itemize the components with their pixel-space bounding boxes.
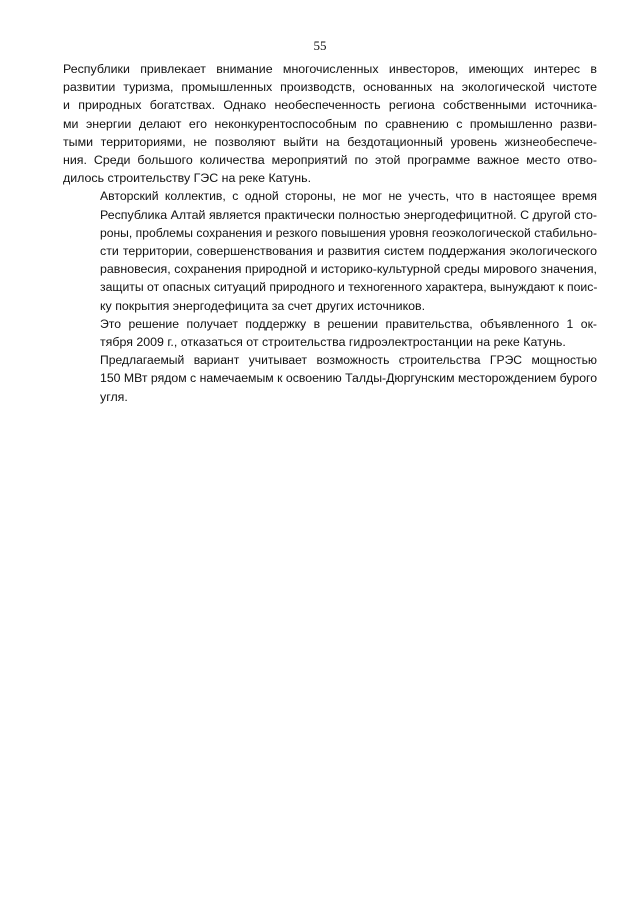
text-line: Республика Алтай является практически полностью энергодефицитной. С другой сто- — [100, 207, 597, 222]
body-text — [63, 60, 597, 406]
text-line: угля. — [100, 389, 128, 404]
text-line: сти территории, совершенствования и развития систем поддержания экологического — [100, 244, 597, 259]
text-line: ния. Среди большого количества мероприятий по этой программе важное место отво- — [63, 153, 597, 168]
paragraph-4 — [63, 351, 597, 406]
text-line: Это решение получает поддержку в решении правительства, объявленного 1 ок- — [100, 316, 597, 331]
text-line: защиты от опасных ситуаций природного и техногенного характера, вынуждают к поис- — [100, 280, 598, 295]
text-line: равновесия, сохранения природной и историко-культурной среды мирового значения, — [100, 262, 597, 277]
text-line: 150 МВт рядом с намечаемым к освоению Талды-Дюргунским месторождением бурого — [100, 371, 598, 386]
text-line: тября 2009 г., отказаться от строительства гидроэлектростанции на реке Катунь. — [100, 335, 566, 350]
page-number: 55 — [313, 38, 327, 53]
text-line: ку покрытия энергодефицита за счет других источников. — [100, 298, 426, 313]
text-line: Предлагаемый вариант учитывает возможность строительства ГРЭС мощностью — [100, 353, 597, 368]
text-line: развитии туризма, промышленных производств, основанных на экологической чистоте — [63, 80, 597, 95]
paragraph-2 — [63, 187, 597, 314]
text-line: Республики привлекает внимание многочисленных инвесторов, имеющих интерес в — [63, 62, 597, 76]
paragraph-1 — [63, 60, 597, 187]
text-line: роны, проблемы сохранения и резкого повышения уровня геоэкологической стабильно- — [100, 225, 597, 240]
text-line: Авторский коллектив, с одной стороны, не мог не учесть, что в настоящее время — [100, 189, 597, 204]
paragraph-3 — [63, 315, 597, 351]
text-line: дилось строительству ГЭС на реке Катунь. — [63, 171, 312, 186]
text-line: ми энергии делают его неконкурентоспособным по сравнению с промышленно разви- — [63, 116, 597, 131]
text-line: тыми территориями, не позволяют выйти на бездотационный уровень жизнеобеспече- — [63, 134, 597, 149]
text-line: и природных богатствах. Однако необеспеченность региона собственными источника- — [63, 98, 597, 113]
